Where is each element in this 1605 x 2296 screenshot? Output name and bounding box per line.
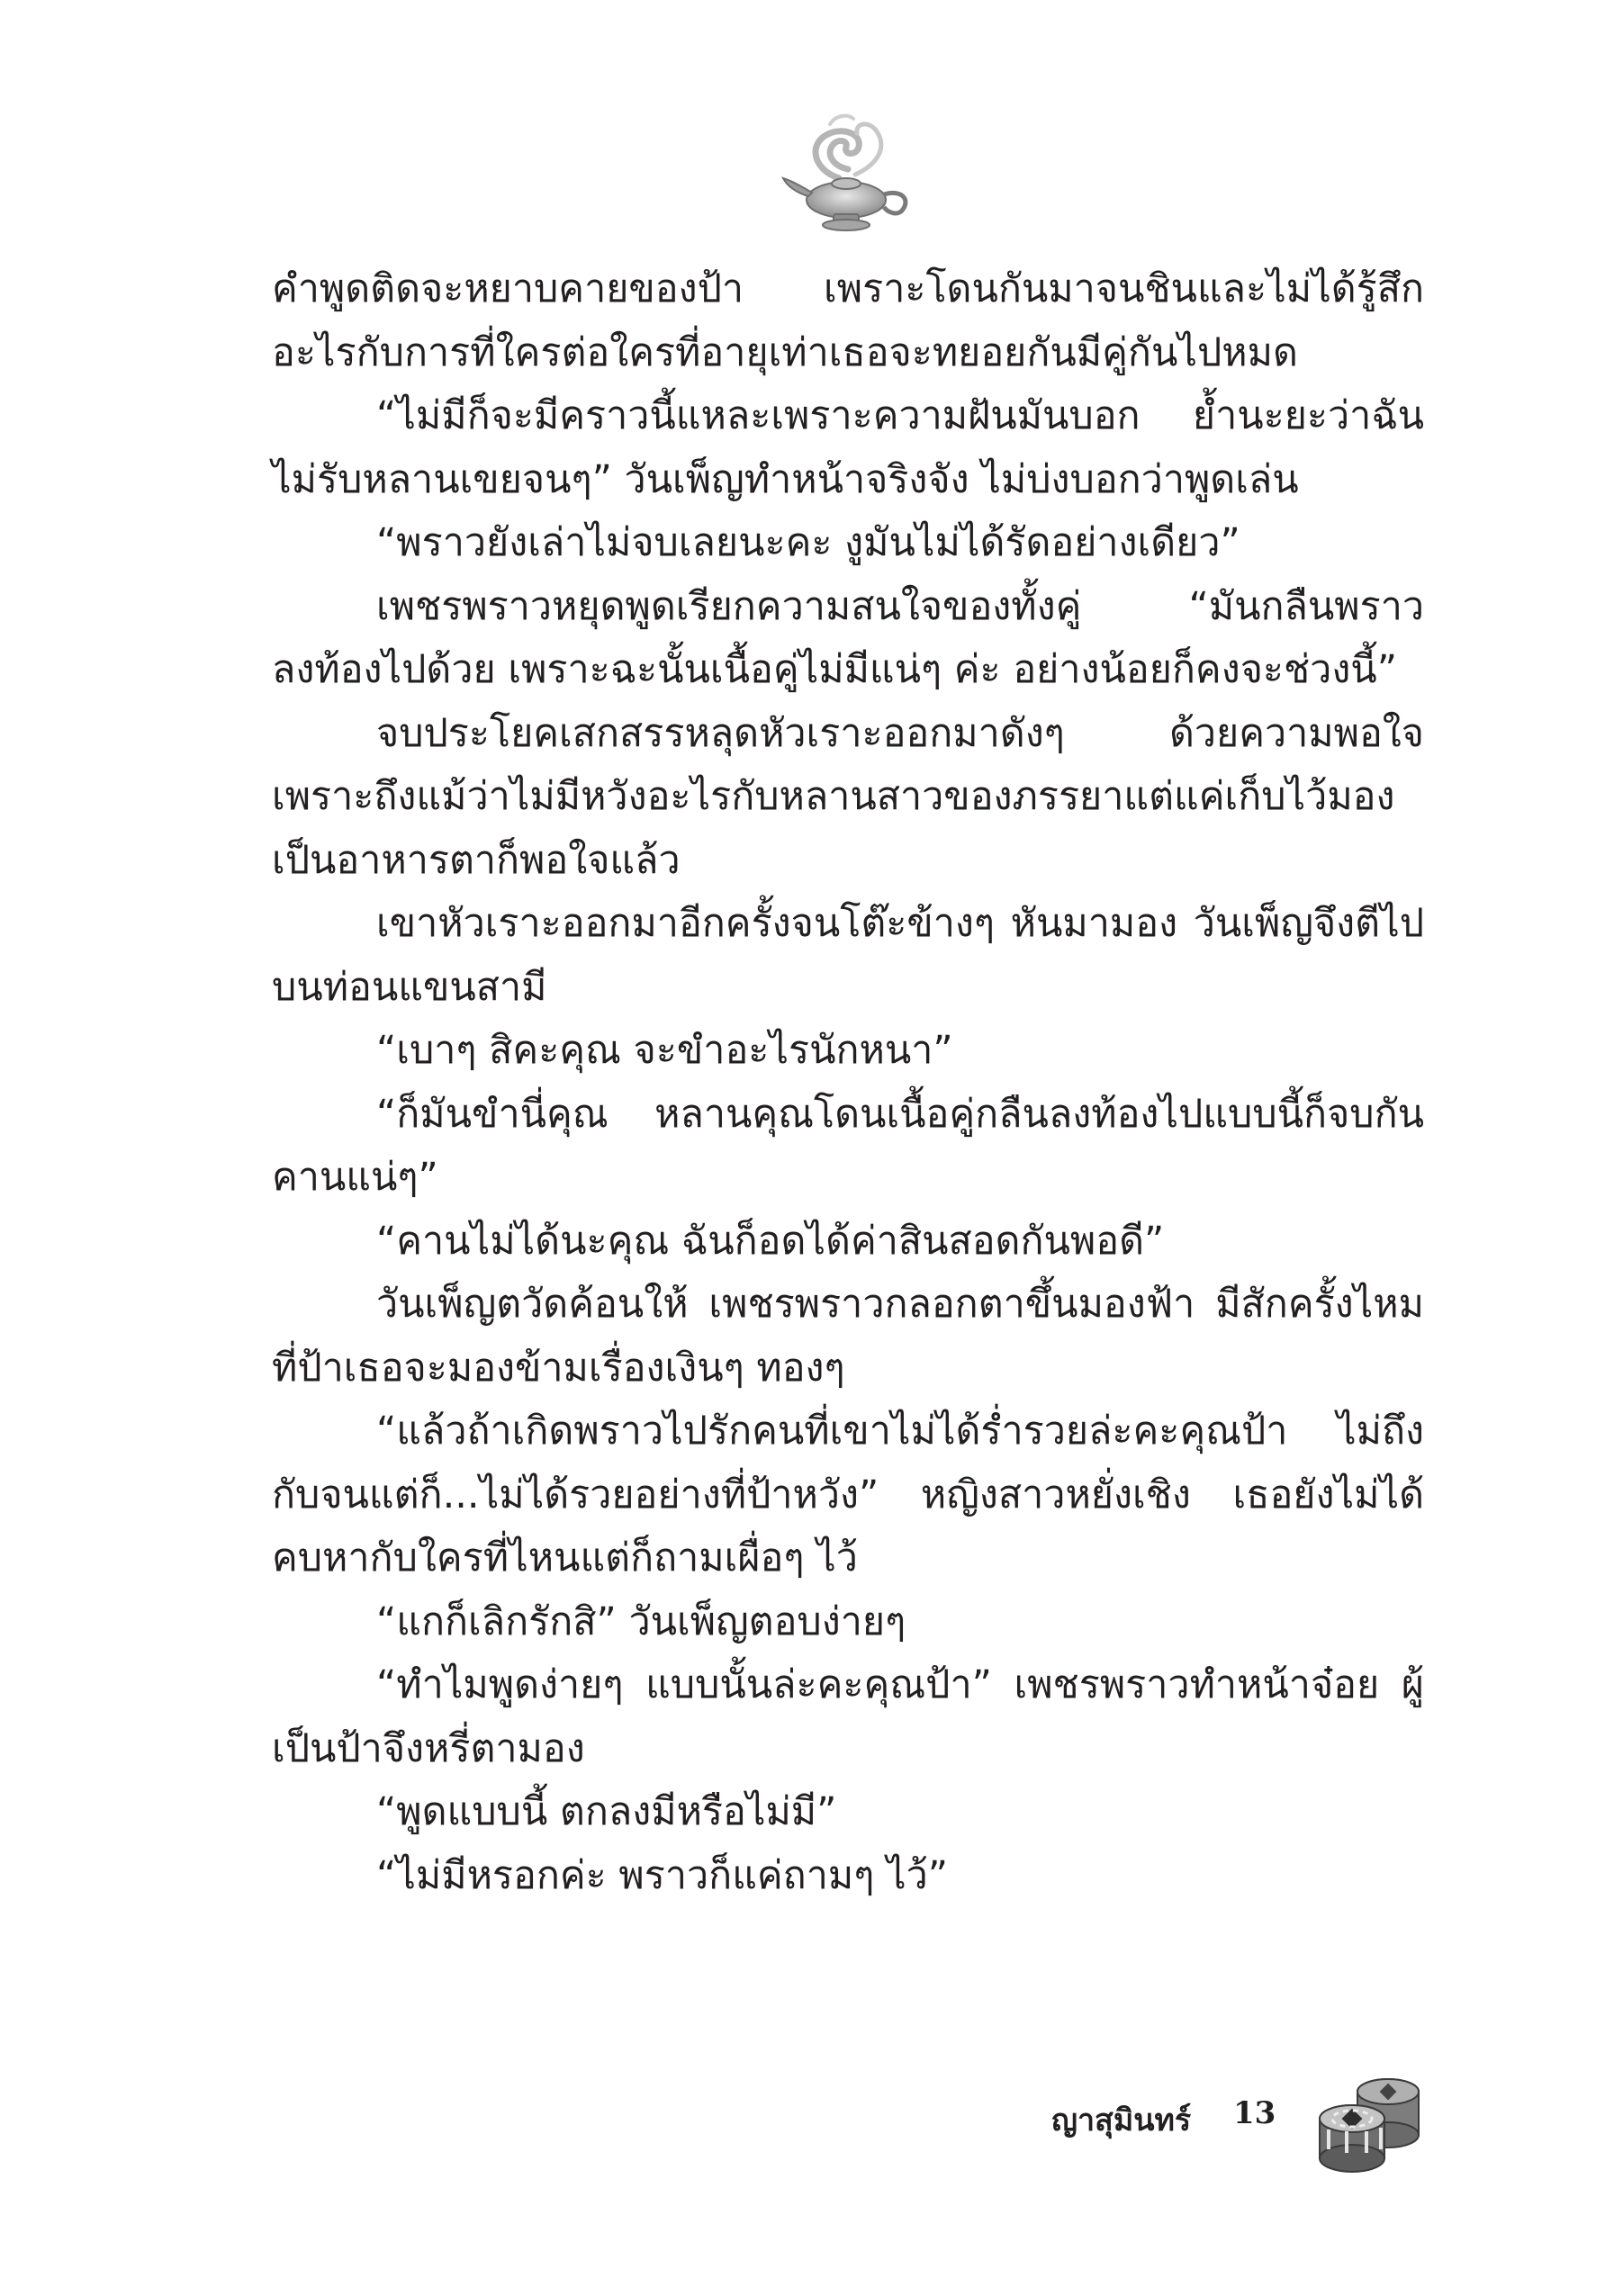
paragraph: “พราวยังเล่าไม่จบเลยนะคะ งูมันไม่ได้รัดอย่างเดียว” bbox=[376, 520, 1240, 565]
paragraph: “ทำไมพูดง่ายๆ แบบนั้นล่ะคะคุณป้า” เพชรพราวทำหน้าจ๋อย ผู้เป็นป้าจึงหรี่ตามอง bbox=[272, 1662, 1424, 1771]
paragraph: เพชรพราวหยุดพูดเรียกความสนใจของทั้งคู่ “มันกลืนพราวลงท้องไปด้วย เพราะฉะนั้นเนื้อคู่ไม่มีแน่ๆ ค่ะ อย่างน้อยก็คงจะช่วงนี้” bbox=[272, 583, 1424, 692]
paragraph: “คานไม่ได้นะคุณ ฉันก็อดได้ค่าสินสอดกันพอดี” bbox=[376, 1218, 1165, 1264]
paragraph: “พูดแบบนี้ ตกลงมีหรือไม่มี” bbox=[376, 1789, 837, 1834]
paragraph: “เบาๆ สิคะคุณ จะขำอะไรนักหนา” bbox=[376, 1028, 953, 1073]
paragraph: คำพูดติดจะหยาบคายของป้า เพราะโดนกันมาจนชินและไม่ได้รู้สึกอะไรกับการที่ใครต่อใครที่อายุเท่าเธอจะทยอยกันมีคู่กันไปหมด bbox=[272, 266, 1424, 375]
page-number: 13 bbox=[1233, 2095, 1276, 2131]
paragraph: “แกก็เลิกรักสิ” วันเพ็ญตอบง่ายๆ bbox=[376, 1598, 906, 1644]
paragraph: “ไม่มีหรอกค่ะ พราวก็แค่ถามๆ ไว้” bbox=[376, 1852, 949, 1898]
page-footer bbox=[1044, 2056, 1440, 2191]
body-text bbox=[272, 257, 1424, 1907]
author-name: ญาสุมินทร์ bbox=[1051, 2102, 1192, 2138]
paragraph: “แล้วถ้าเกิดพราวไปรักคนที่เขาไม่ได้ร่ำรวยล่ะคะคุณป้า ไม่ถึงกับจนแต่ก็...ไม่ได้รวยอย่างที่ป้าหวัง” หญิงสาวหยั่งเชิง เธอยังไม่ได้คบหากับใครที่ไหนแต่ก็ถามเผื่อๆ ไว้ bbox=[272, 1409, 1424, 1580]
paragraph: วันเพ็ญตวัดค้อนให้ เพชรพราวกลอกตาขึ้นมองฟ้า มีสักครั้งไหมที่ป้าเธอจะมองข้ามเรื่องเงินๆ ทองๆ bbox=[272, 1282, 1424, 1391]
poker-chips-icon bbox=[1302, 2056, 1437, 2191]
paragraph: “ก็มันขำนี่คุณ หลานคุณโดนเนื้อคู่กลืนลงท้องไปแบบนี้ก็จบกันคานแน่ๆ” bbox=[272, 1091, 1424, 1200]
magic-lamp-icon bbox=[776, 106, 920, 241]
paragraph: เขาหัวเราะออกมาอีกครั้งจนโต๊ะข้างๆ หันมามอง วันเพ็ญจึงตีไปบนท่อนแขนสามี bbox=[272, 901, 1424, 1010]
paragraph: จบประโยคเสกสรรหลุดหัวเราะออกมาดังๆ ด้วยความพอใจ เพราะถึงแม้ว่าไม่มีหวังอะไรกับหลานสาวของภรรยาแต่แค่เก็บไว้มองเป็นอาหารตาก็พอใจแล้ว bbox=[272, 710, 1424, 883]
paragraph: “ไม่มีก็จะมีคราวนี้แหละเพราะความฝันมันบอก ย้ำนะยะว่าฉันไม่รับหลานเขยจนๆ” วันเพ็ญทำหน้าจริงจัง ไม่บ่งบอกว่าพูดเล่น bbox=[272, 393, 1424, 502]
